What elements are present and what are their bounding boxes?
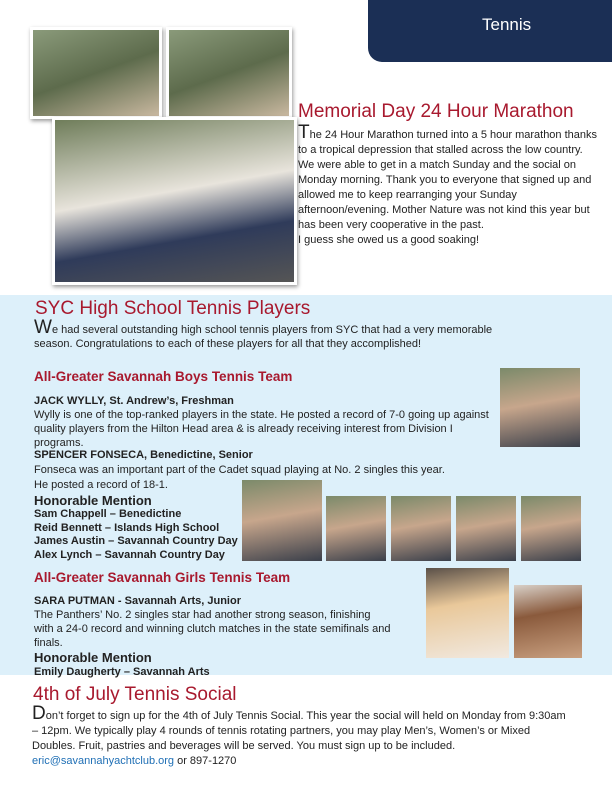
memorial-text: The 24 Hour Marathon turned into a 5 hour marathon thanks to a tropical depression that stalled across the low country. We were able to get in a match Sunday and the social on Monday morning. Thank you to everyone that signed up and allowed me to keep rearranging your Sunday afternoon/evening. Mother Nature was not kind this year but has been very cooperative in the past. I guess she owed us a good soaking! — [298, 122, 598, 246]
photo-sam-chappell — [242, 480, 322, 561]
photo-reid-bennett — [326, 496, 386, 561]
jack-wylly: JACK WYLLY, St. Andrew’s, Freshman Wylly is one of the top-ranked players in the state. He posted a record of 7-0 going up against quality players from the Hilton Head area & is already receiving interest from Division I programs. — [34, 395, 489, 449]
spencer-fonseca: SPENCER FONSECA, Benedictine, Senior Fonseca was an important part of the Cadet squad playing at No. 2 singles this year. He posted a record of 18-1. Honorable Mention Sam Chappell – Benedictine Reid Bennett – Islands High School James Austin – Savannah Country Day Alex Lynch – Savannah Country Day — [34, 449, 445, 561]
boys-team-title: All-Greater Savannah Boys Tennis Team — [34, 369, 293, 384]
photo-group-main — [52, 117, 297, 285]
sara-putman: SARA PUTMAN - Savannah Arts, Junior The Panthers’ No. 2 singles star had another strong season, finishing with a 24-0 record and winning clutch matches in the state semifinals and finals. Honorable Mention Emily Daugherty – Savannah Arts — [34, 595, 391, 678]
girls-team-title: All-Greater Savannah Girls Tennis Team — [34, 570, 291, 585]
photo-jack-wylly — [500, 368, 580, 447]
july-title: 4th of July Tennis Social — [33, 684, 237, 705]
photo-spencer-fonseca — [521, 496, 581, 561]
memorial-title: Memorial Day 24 Hour Marathon — [298, 101, 574, 122]
section-tab — [368, 0, 612, 62]
photo-group-1 — [30, 27, 162, 119]
july-text: Don’t forget to sign up for the 4th of July Tennis Social. This year the social will held on Monday from 9:30am – 12pm. We typically play 4 rounds of tennis rotating partners, you may play Men’s, Women’s or Mixed Doubles. Fruit, pastries and beverages will be served. You must sign up to be included. eric@savannahyachtclub.org or 897-1270 — [32, 703, 566, 767]
hs-intro: We had several outstanding high school tennis players from SYC that had a very memorable season. Congratulations to each of these players for all that they accomplished! — [34, 317, 493, 350]
section-title: Tennis — [482, 15, 532, 34]
photo-james-austin — [391, 496, 451, 561]
photo-alex-lynch — [456, 496, 516, 561]
photo-sara-putman — [426, 568, 509, 658]
email-link[interactable]: eric@savannahyachtclub.org — [32, 755, 175, 767]
hs-title: SYC High School Tennis Players — [35, 298, 311, 319]
photo-emily-daugherty — [514, 585, 582, 658]
photo-group-2 — [166, 27, 292, 119]
